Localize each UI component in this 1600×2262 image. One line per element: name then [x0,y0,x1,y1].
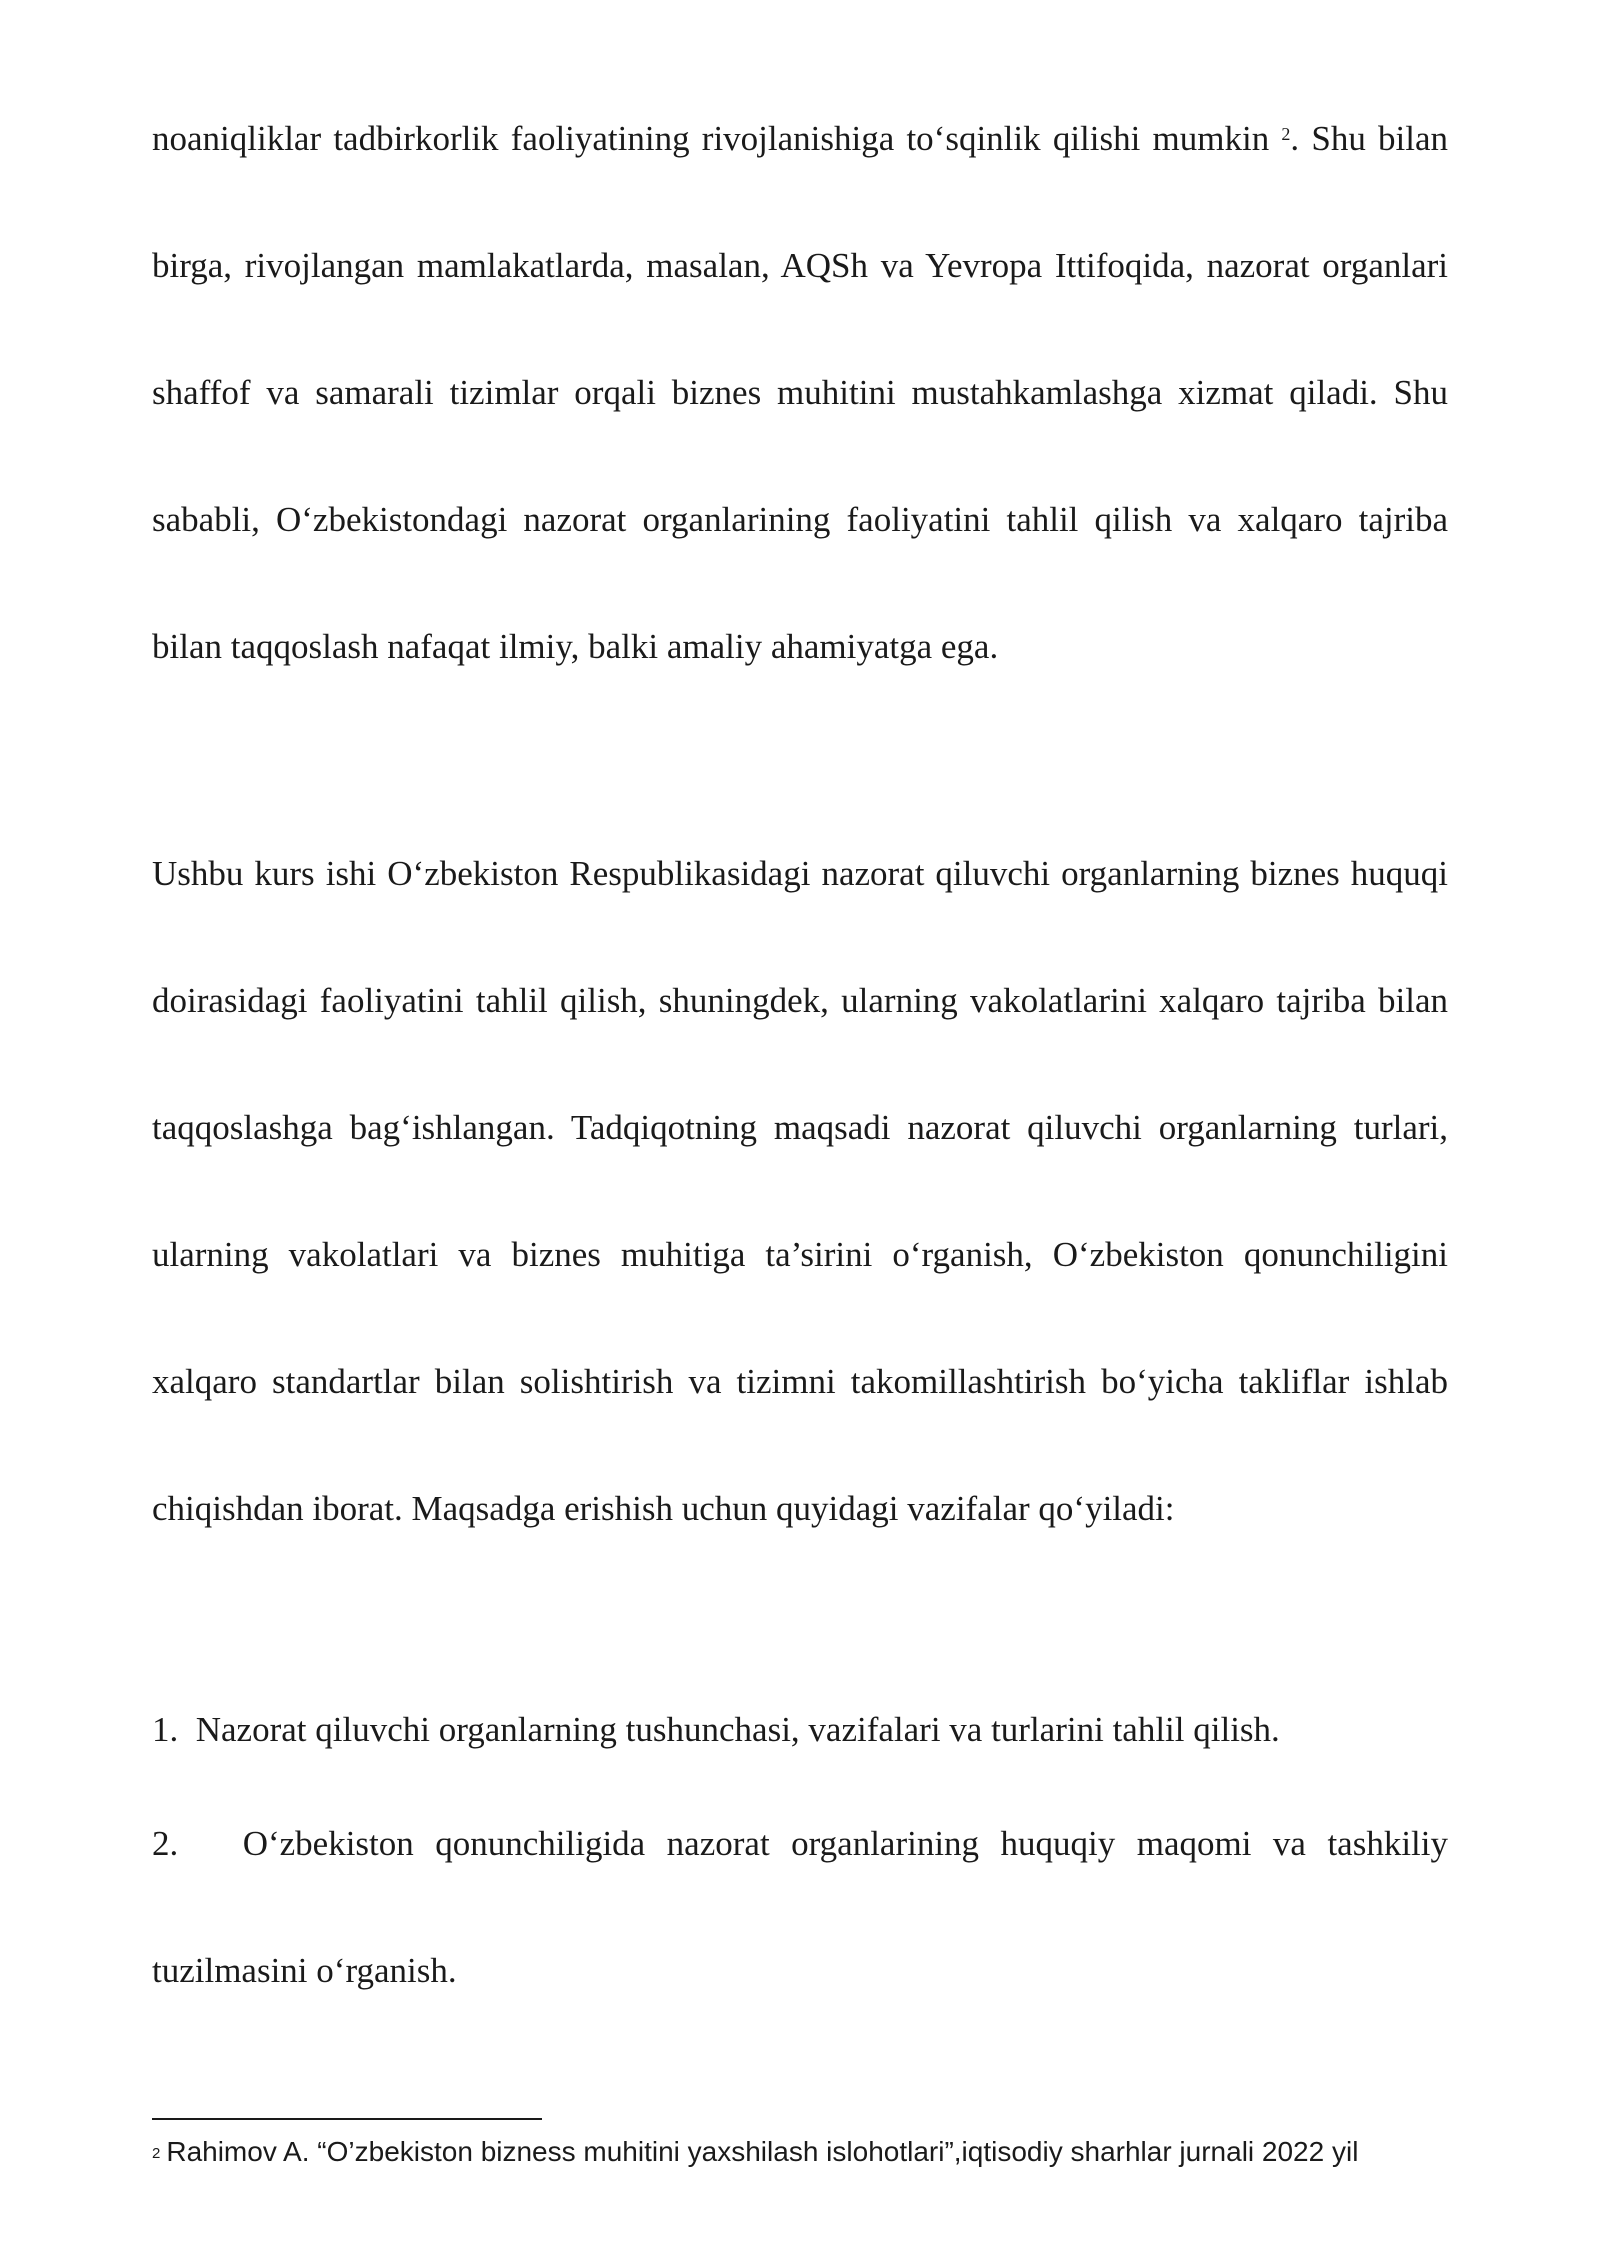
footnote-text: Rahimov A. “O’zbekiston bizness muhitini yaxshilash islohotlari”,iqtisodiy sharhlar jurnali 2022 yil [166,2136,1359,2167]
paragraph-text: Ushbu kurs ishi O‘zbekiston Respublikasidagi nazorat qiluvchi organlarning biznes huquqi doirasidagi faoliyatini tahlil qilish, shuningdek, ularning vakolatlarini xalqaro tajriba bilan taqqoslashga bag‘ishlangan. Tadqiqotning maqsadi nazorat qiluvchi organlarning turlari, ularning vakolatlari va biznes muhitiga ta’sirini o‘rganish, O‘zbekiston qonunchiligini xalqaro standartlar bilan solishtirish va tizimni takomillashtirish bo‘yicha takliflar ishlab chiqishdan iborat. Maqsadga erishish uchun quyidagi vazifalar qo‘yiladi: [152,854,1448,1528]
paragraph-text: . Shu bilan birga, rivojlangan mamlakatlarda, masalan, AQSh va Yevropa Ittifoqida, nazorat organlari shaffof va samarali tizimlar orqali biznes muhitini mustahkamlashga xizmat qiladi. Shu sababli, O‘zbekistondagi nazorat organlarining faoliyatini tahlil qilish va xalqaro tajriba bilan taqqoslash nafaqat ilmiy, balki amaliy ahamiyatga ega. [152,119,1448,666]
list-item-text: O‘zbekiston qonunchiligida nazorat organlarining huquqiy maqomi va tashkiliy tuzilmasini o‘rganish. [152,1824,1448,1990]
list-item [152,1674,1448,1786]
paragraph-text: noaniqliklar tadbirkorlik faoliyatining rivojlanishiga to‘sqinlik qilishi mumkin [152,119,1282,158]
list-item [152,1780,1448,2034]
body-paragraph-1 [152,75,1448,710]
list-item-number: 1. [152,1710,179,1749]
footnote-separator [152,2118,542,2120]
list-item-number: 2. [152,1824,179,1863]
body-paragraph-2 [152,810,1448,1572]
footnote [152,2132,1452,2172]
list-item-text: Nazorat qiluvchi organlarning tushunchasi, vazifalari va turlarini tahlil qilish. [195,1710,1280,1749]
footnote-number: 2 [152,2145,161,2162]
footnote-reference[interactable]: 2 [1281,124,1291,144]
